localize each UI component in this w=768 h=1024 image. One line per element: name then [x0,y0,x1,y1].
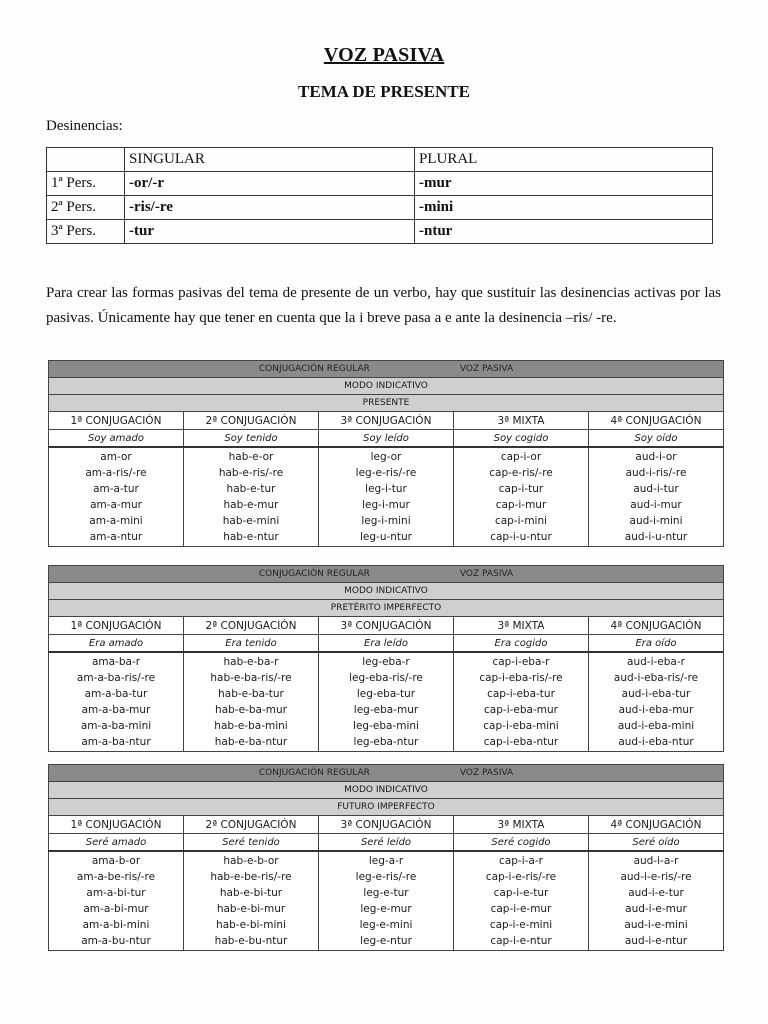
verb-form: ama-ba-r [91,656,141,668]
meaning-cell: Era leído [319,635,454,653]
desinencias-person: 2ª Pers. [47,196,125,220]
verb-form: leg-or [370,451,402,463]
verb-form: hab-e-ris/-re [218,467,284,479]
verb-form: cap-i-eba-mini [483,720,559,732]
meaning-cell: Seré oído [589,834,724,852]
column-header: 2ª CONJUGACIÓN [184,617,319,635]
desinencias-row [47,172,713,196]
verb-form: cap-i-mur [495,499,547,511]
verb-form: am-a-mini [89,515,143,527]
verb-form: cap-i-e-mini [489,919,553,931]
verb-form: aud-i-e-ris/-re [620,871,692,883]
verb-form: hab-e-or [228,451,274,463]
forms-column [49,447,184,547]
meaning-cell: Seré leído [319,834,454,852]
meaning-row [49,834,724,852]
desinencias-header-cell [47,148,125,172]
verb-form: leg-i-mur [362,499,410,511]
verb-form: cap-i-e-tur [493,887,549,899]
desinencias-header-cell: PLURAL [415,148,713,172]
desinencias-row [47,220,713,244]
desinencias-header-cell: SINGULAR [125,148,415,172]
heading-regular: CONJUGACIÓN REGULAR [258,569,370,579]
heading-voice: VOZ PASIVA [459,768,514,778]
verb-form: aud-i-e-mur [625,903,687,915]
verb-form: hab-e-ba-r [223,656,279,668]
verb-form: aud-i-tur [633,483,679,495]
desinencias-singular: -tur [125,220,415,244]
desinencias-plural: -mur [415,172,713,196]
verb-form: leg-e-ris/-re [355,871,417,883]
meaning-cell: Era amado [49,635,184,653]
conjugation-table-futuro-imperfecto [48,764,724,951]
verb-form: hab-e-bi-tur [219,887,283,899]
forms-column [454,447,589,547]
verb-form: aud-i-e-tur [628,887,684,899]
verb-form: leg-a-r [368,855,404,867]
verb-form: aud-i-or [635,451,677,463]
column-header-row [49,816,724,834]
mode-row [49,782,724,799]
verb-form: leg-e-mur [360,903,412,915]
verb-form: am-a-ntur [89,531,143,543]
verb-form: aud-i-u-ntur [624,531,688,543]
desinencias-plural: -mini [415,196,713,220]
verb-form: leg-eba-mini [353,720,419,732]
meaning-cell: Seré tenido [184,834,319,852]
verb-form: am-a-ba-mur [81,704,151,716]
meaning-row [49,635,724,653]
verb-form: hab-e-ba-mini [214,720,288,732]
verb-form: hab-e-ba-tur [218,688,284,700]
verb-form: leg-eba-ntur [353,736,419,748]
desinencias-plural: -ntur [415,220,713,244]
verb-form: aud-i-eba-ris/-re [613,672,699,684]
column-header: 3ª CONJUGACIÓN [319,617,454,635]
mode-label: MODO INDICATIVO [49,782,724,799]
verb-form: aud-i-mur [630,499,682,511]
mode-label: MODO INDICATIVO [49,583,724,600]
verb-form: hab-e-be-ris/-re [210,871,292,883]
forms-column [589,447,724,547]
verb-form: am-a-ba-tur [84,688,148,700]
verb-form: aud-i-a-r [633,855,679,867]
meaning-cell: Soy amado [49,430,184,448]
forms-column [319,851,454,951]
forms-column [184,851,319,951]
verb-form: aud-i-ris/-re [625,467,687,479]
verb-form: am-a-ba-ntur [81,736,151,748]
table-heading-row [49,566,724,583]
verb-form: hab-e-ba-mur [215,704,287,716]
tense-label: PRETÉRITO IMPERFECTO [49,600,724,617]
verb-form: leg-i-tur [365,483,407,495]
heading-regular: CONJUGACIÓN REGULAR [258,364,370,374]
forms-column [319,652,454,752]
verb-form: am-a-be-ris/-re [76,871,156,883]
meaning-cell: Soy oído [589,430,724,448]
verb-form: leg-eba-ris/-re [349,672,423,684]
verb-form: cap-i-eba-tur [487,688,555,700]
verb-form: am-or [100,451,132,463]
table-heading-row [49,765,724,782]
forms-column [184,447,319,547]
forms-column [49,851,184,951]
verb-form: cap-e-ris/-re [489,467,553,479]
verb-form: am-a-bi-tur [86,887,146,899]
conjugation-table-preterito-imperfecto [48,565,724,752]
column-header: 1ª CONJUGACIÓN [49,816,184,834]
meaning-cell: Seré cogido [454,834,589,852]
verb-form: hab-e-tur [226,483,276,495]
table-heading-row [49,361,724,378]
verb-form: am-a-ba-mini [80,720,152,732]
desinencias-person: 3ª Pers. [47,220,125,244]
verb-form: aud-i-eba-mur [618,704,694,716]
meaning-cell: Soy leído [319,430,454,448]
table-heading [49,361,724,378]
verb-form: ama-b-or [91,855,141,867]
verb-form: cap-i-eba-ntur [483,736,559,748]
meaning-cell: Soy tenido [184,430,319,448]
verb-form: hab-e-bi-mur [216,903,286,915]
forms-row [49,851,724,951]
verb-form: hab-e-ntur [223,531,279,543]
column-header-row [49,412,724,430]
explanation-paragraph: Para crear las formas pasivas del tema de presente de un verbo, hay que sustituir las desinencias activas por las pasivas. Únicamente hay que tener en cuenta que la i breve pasa a e ante la desinencia –ris/ -re. [46,285,721,326]
column-header: 3ª CONJUGACIÓN [319,412,454,430]
verb-form: leg-e-ntur [360,935,412,947]
meaning-cell: Era cogido [454,635,589,653]
verb-form: leg-e-tur [363,887,409,899]
column-header: 3ª MIXTA [454,412,589,430]
mode-label: MODO INDICATIVO [49,378,724,395]
page-title: VOZ PASIVA [323,44,445,66]
verb-form: leg-u-ntur [359,531,413,543]
verb-form: am-a-bi-mur [83,903,149,915]
verb-form: hab-e-b-or [223,855,279,867]
verb-form: aud-i-e-ntur [624,935,688,947]
verb-form: cap-i-e-ntur [490,935,552,947]
verb-form: aud-i-eba-r [627,656,685,668]
forms-column [454,652,589,752]
verb-form: hab-e-bu-ntur [214,935,288,947]
verb-form: leg-e-mini [359,919,413,931]
verb-form: cap-i-or [500,451,542,463]
verb-form: am-a-ba-ris/-re [76,672,156,684]
forms-column [589,652,724,752]
verb-form: hab-e-ba-ris/-re [210,672,292,684]
desinencias-header-row [47,148,713,172]
tense-row [49,395,724,412]
column-header: 3ª CONJUGACIÓN [319,816,454,834]
meaning-cell: Era tenido [184,635,319,653]
mode-row [49,583,724,600]
verb-form: aud-i-eba-ntur [618,736,694,748]
heading-regular: CONJUGACIÓN REGULAR [258,768,370,778]
forms-column [589,851,724,951]
verb-form: cap-i-a-r [499,855,543,867]
table-heading [49,765,724,782]
verb-form: am-a-mur [90,499,142,511]
mode-row [49,378,724,395]
tense-row [49,600,724,617]
column-header: 1ª CONJUGACIÓN [49,617,184,635]
verb-form: aud-i-mini [629,515,683,527]
forms-column [49,652,184,752]
desinencias-person: 1ª Pers. [47,172,125,196]
verb-form: hab-e-mini [222,515,280,527]
desinencias-singular: -ris/-re [125,196,415,220]
verb-form: am-a-bi-mini [82,919,150,931]
verb-form: leg-i-mini [361,515,411,527]
heading-voice: VOZ PASIVA [459,364,514,374]
desinencias-row [47,196,713,220]
column-header: 3ª MIXTA [454,617,589,635]
meaning-cell: Soy cogido [454,430,589,448]
verb-form: am-a-tur [93,483,139,495]
column-header-row [49,617,724,635]
verb-form: aud-i-e-mini [624,919,688,931]
verb-form: am-a-ris/-re [85,467,147,479]
column-header: 4ª CONJUGACIÓN [589,816,724,834]
verb-form: cap-i-eba-ris/-re [479,672,563,684]
column-header: 2ª CONJUGACIÓN [184,816,319,834]
meaning-cell: Era oído [589,635,724,653]
meaning-cell: Seré amado [49,834,184,852]
verb-form: cap-i-eba-mur [484,704,558,716]
column-header: 1ª CONJUGACIÓN [49,412,184,430]
desinencias-singular: -or/-r [125,172,415,196]
verb-form: cap-i-eba-r [492,656,550,668]
column-header: 3ª MIXTA [454,816,589,834]
verb-form: cap-i-e-ris/-re [485,871,557,883]
forms-row [49,652,724,752]
forms-column [454,851,589,951]
verb-form: aud-i-eba-tur [621,688,691,700]
verb-form: aud-i-eba-mini [617,720,695,732]
verb-form: cap-i-tur [498,483,544,495]
verb-form: leg-eba-mur [353,704,419,716]
verb-form: leg-eba-tur [356,688,416,700]
verb-form: leg-eba-r [362,656,410,668]
verb-form: am-a-bu-ntur [81,935,151,947]
tense-row [49,799,724,816]
tense-label: PRESENTE [49,395,724,412]
verb-form: hab-e-mur [223,499,279,511]
meaning-row [49,430,724,448]
verb-form: cap-i-e-mur [490,903,552,915]
conjugation-table-presente [48,360,724,547]
forms-row [49,447,724,547]
verb-form: hab-e-ba-ntur [214,736,288,748]
heading-voice: VOZ PASIVA [459,569,514,579]
column-header: 2ª CONJUGACIÓN [184,412,319,430]
table-heading [49,566,724,583]
verb-form: leg-e-ris/-re [355,467,417,479]
page-subtitle: TEMA DE PRESENTE [298,82,470,101]
desinencias-label: Desinencias: [46,118,123,134]
forms-column [319,447,454,547]
verb-form: cap-i-mini [494,515,548,527]
forms-column [184,652,319,752]
verb-form: hab-e-bi-mini [216,919,286,931]
tense-label: FUTURO IMPERFECTO [49,799,724,816]
column-header: 4ª CONJUGACIÓN [589,617,724,635]
column-header: 4ª CONJUGACIÓN [589,412,724,430]
desinencias-table [46,147,713,244]
verb-form: cap-i-u-ntur [490,531,552,543]
